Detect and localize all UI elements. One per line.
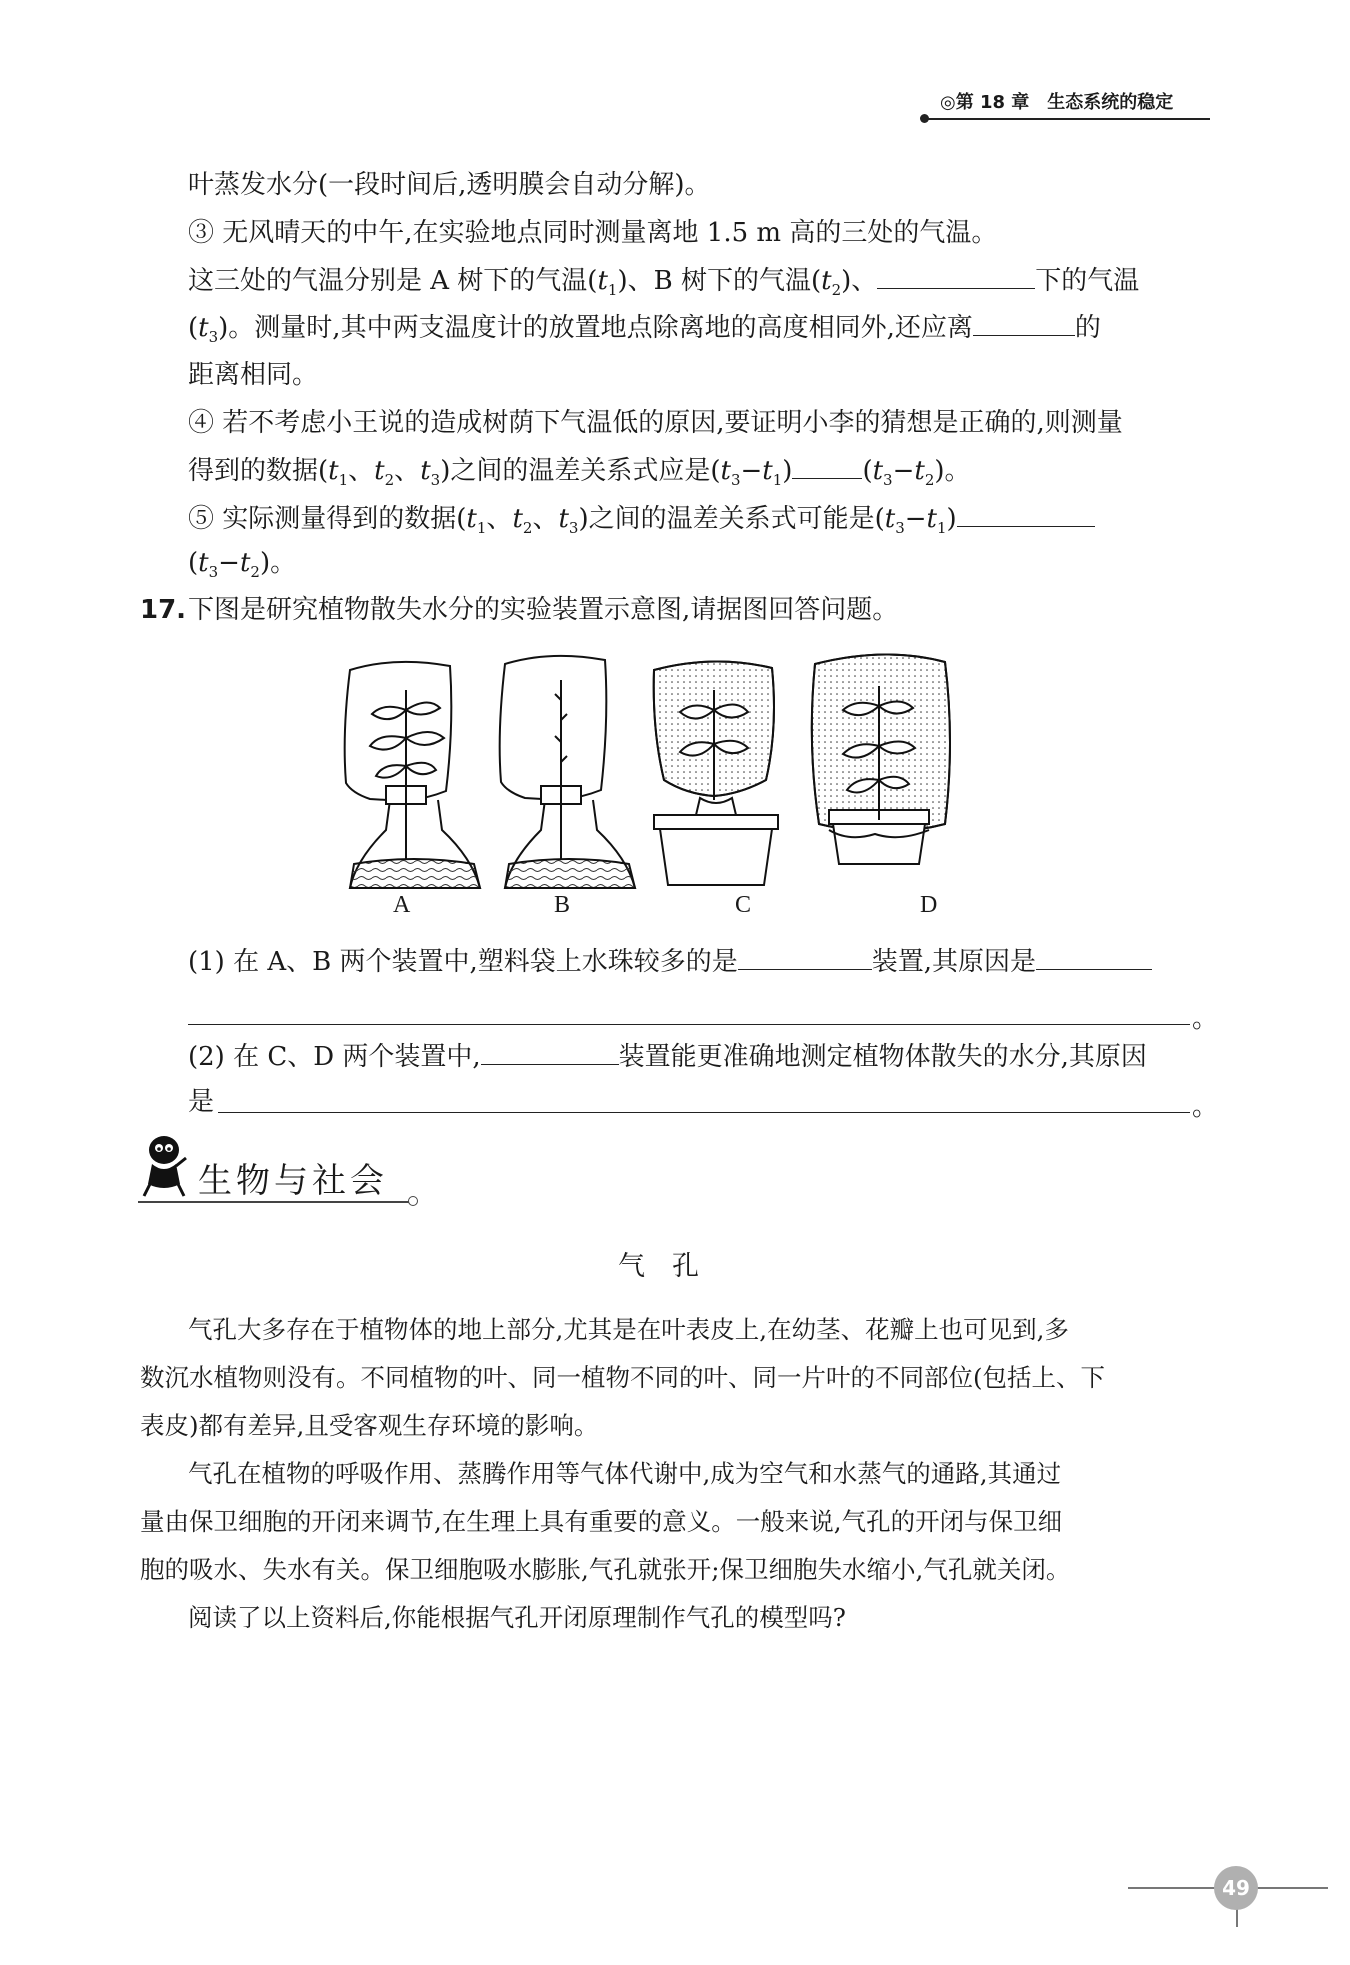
blank-q17-1-device[interactable] [738,943,872,970]
blank-q17-2-reason[interactable] [218,1112,1190,1113]
article-p2-l3: 胞的吸水、失水有关。保卫细胞吸水膨胀,气孔就张开;保卫细胞失水缩小,气孔就关闭。 [140,1555,1071,1584]
section-underline-end [408,1196,418,1206]
figure-label-a: A [393,892,411,918]
q17-sub1-line: (1) 在 A、B 两个装置中,塑料袋上水珠较多的是 装置,其原因是 [188,943,1204,980]
q16-line-6: ④ 若不考虑小王说的造成树荫下气温低的原因,要证明小李的猜想是正确的,则测量 [188,408,1123,438]
q16-line-1: 叶蒸发水分(一段时间后,透明膜会自动分解)。 [188,170,711,200]
blank-q17-2-device[interactable] [481,1038,619,1065]
figure-label-b: B [554,892,571,918]
q16-line-9: $(t_3-t_2)$。 [188,548,297,582]
apparatus-c [654,661,778,885]
q16-line-3: 这三处的气温分别是 A 树下的气温$(t_1)$、B 树下的气温$(t_2)$、 下的气温 [188,262,1204,308]
article-title: 气 孔 [618,1251,699,1282]
article-p1-l3: 表皮)都有差异,且受客观生存环境的影响。 [140,1411,599,1440]
article-p1-l2: 数沉水植物则没有。不同植物的叶、同一植物不同的叶、同一片叶的不同部位(包括上、下 [140,1363,1106,1392]
blank-distance[interactable] [973,309,1075,336]
article-p1-l1: 气孔大多存在于植物体的地上部分,尤其是在叶表皮上,在幼茎、花瓣上也可见到,多 [188,1315,1069,1344]
page-number-badge [1214,1866,1258,1910]
q17-sub1-period: 。 [1192,1004,1219,1034]
figure-label-d: D [920,892,938,918]
blank-relation-2[interactable] [957,500,1095,527]
article-p2-l1: 气孔在植物的呼吸作用、蒸腾作用等气体代谢中,成为空气和水蒸气的通路,其通过 [188,1459,1062,1488]
q16-line-4: $(t_3)$。测量时,其中两支温度计的放置地点除离地的高度相同外,还应离 的 [188,309,1204,355]
article-p2-l2: 量由保卫细胞的开闭来调节,在生理上具有重要的意义。一般来说,气孔的开闭与保卫细 [140,1507,1063,1536]
q16-line-2: ③ 无风晴天的中午,在实验地点同时测量离地 1.5 m 高的三处的气温。 [188,218,998,248]
mascot-icon [138,1132,190,1200]
header-rule [925,118,1210,120]
blank-relation-1[interactable] [792,452,862,479]
q17-sub2-line: (2) 在 C、D 两个装置中, 装置能更准确地测定植物体散失的水分,其原因 [188,1038,1204,1075]
blank-q17-1-reason[interactable] [1036,943,1152,970]
chapter-header: ◎第 18 章 生态系统的稳定 [940,92,1174,113]
apparatus-b [500,656,635,888]
q17-sub2-line2: 是 [188,1087,215,1117]
q16-line-8: ⑤ 实际测量得到的数据($t_1$、$t_2$、$t_3$)之间的温差关系式可能是$(t_3-t_1)$ [188,500,1204,546]
blank-location[interactable] [877,262,1035,289]
apparatus-a [345,662,480,888]
apparatus-d [812,654,950,864]
section-underline [138,1201,410,1203]
page-number: 49 [1222,1876,1250,1900]
q16-line-7: 得到的数据($t_1$、$t_2$、$t_3$)之间的温差关系式应是$(t_3-t_1)$ $(t_3-t_2)$。 [188,452,1204,498]
figure-label-c: C [735,892,752,918]
q17-sub2-period: 。 [1192,1092,1219,1122]
q17-number: 17. [140,595,187,625]
experiment-figure [330,650,1010,910]
header-rule-dot [920,114,929,123]
blank-q17-1-reason-cont[interactable] [188,1024,1190,1025]
article-p3: 阅读了以上资料后,你能根据气孔开闭原理制作气孔的模型吗? [188,1603,846,1632]
section-title: 生物与社会 [198,1161,388,1201]
q16-line-5: 距离相同。 [188,360,319,390]
q17-prompt: 下图是研究植物散失水分的实验装置示意图,请据图回答问题。 [188,595,899,625]
